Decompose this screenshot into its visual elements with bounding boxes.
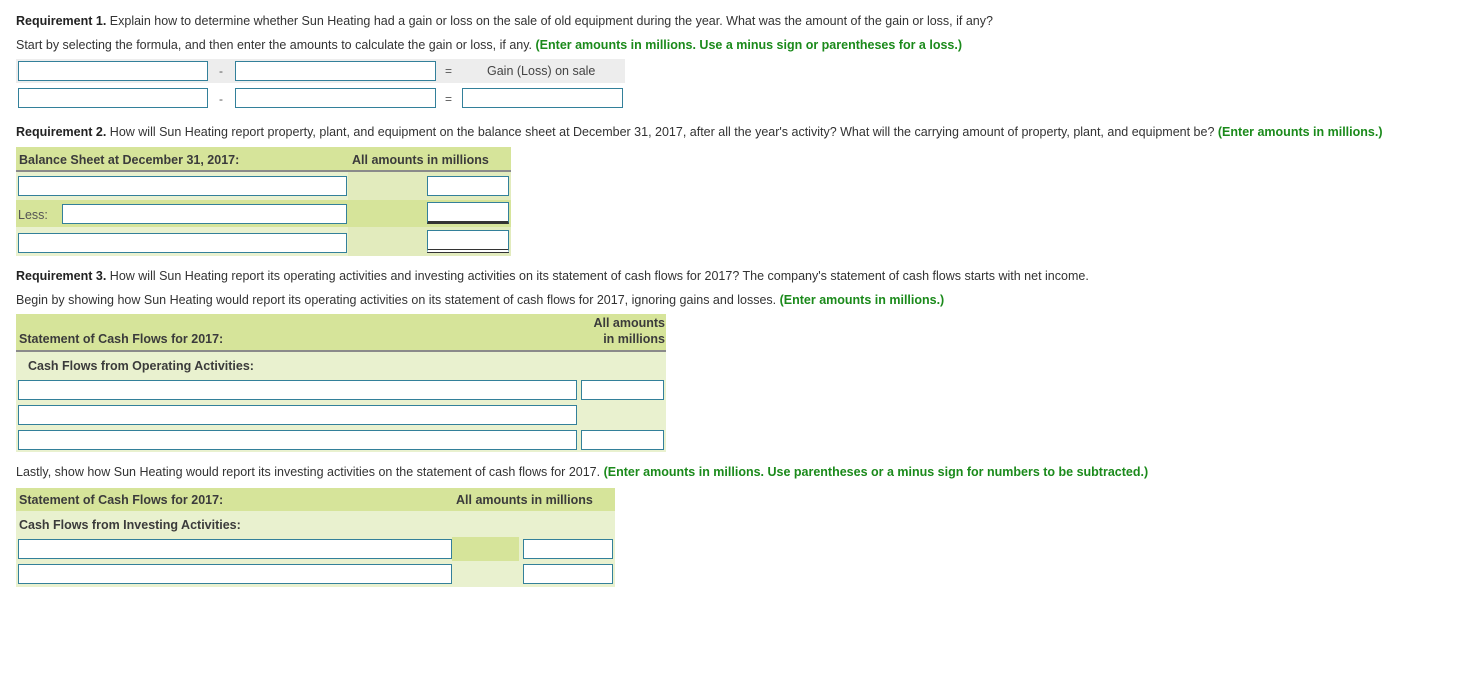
req3-note: (Enter amounts in millions.) bbox=[779, 293, 945, 307]
req3-op-amount-header-line2: in millions bbox=[603, 332, 665, 346]
req1-instruction bbox=[16, 37, 962, 53]
req3-op-amount-header-line1: All amounts bbox=[593, 316, 665, 330]
req2-note: (Enter amounts in millions.) bbox=[1217, 125, 1383, 139]
req3-inv-spacer-cell bbox=[452, 537, 519, 561]
req1-formula-second-select[interactable] bbox=[235, 61, 436, 81]
req2-asset-label-input[interactable] bbox=[18, 176, 347, 196]
req2-question bbox=[16, 124, 1382, 140]
req3-question-text: How will Sun Heating report its operating activities and investing activities on its statement of cash flows for 2017? The company's statement of cash flows starts with net income. bbox=[106, 269, 1089, 283]
req1-equals-sign-2: = bbox=[445, 92, 453, 106]
req3-op-adjustment-label-input[interactable] bbox=[18, 405, 577, 425]
req3-inv-amount-header: All amounts in millions bbox=[456, 493, 593, 507]
req3-inv-net-cash-amount-input[interactable] bbox=[523, 564, 613, 584]
req1-minus-sign: - bbox=[219, 64, 223, 78]
req3-inv-instruction-text: Lastly, show how Sun Heating would report its investing activities on the statement of cash flows for 2017. bbox=[16, 465, 604, 479]
req1-minus-sign-2: - bbox=[219, 92, 223, 106]
req3-op-section-label: Cash Flows from Operating Activities: bbox=[28, 359, 254, 373]
req2-title: Requirement 2. bbox=[16, 125, 107, 139]
req3-inv-net-cash-label-input[interactable] bbox=[18, 564, 452, 584]
req1-result-label: Gain (Loss) on sale bbox=[487, 64, 596, 78]
req1-gain-loss-input[interactable] bbox=[462, 88, 623, 108]
req3-inv-instruction bbox=[16, 464, 1148, 480]
req3-inv-note: (Enter amounts in millions. Use parentheses or a minus sign for numbers to be subtracted.) bbox=[603, 465, 1149, 479]
req3-inv-section-label: Cash Flows from Investing Activities: bbox=[19, 518, 241, 532]
req1-formula-first-select[interactable] bbox=[18, 61, 208, 81]
req3-question bbox=[16, 268, 1089, 284]
req2-amount-header: All amounts in millions bbox=[352, 153, 489, 167]
req2-accumulated-depreciation-amount-input[interactable] bbox=[427, 202, 509, 224]
req3-op-net-income-label-input[interactable] bbox=[18, 380, 577, 400]
req2-asset-amount-input[interactable] bbox=[427, 176, 509, 196]
req2-question-text: How will Sun Heating report property, plant, and equipment on the balance sheet at December 31, 2017, after all the year's activity? What will the carrying amount of property, plant, and equipment be? bbox=[106, 125, 1218, 139]
req1-question-text: Explain how to determine whether Sun Heating had a gain or loss on the sale of old equipment during the year. What was the amount of the gain or loss, if any? bbox=[106, 14, 993, 28]
req1-note: (Enter amounts in millions. Use a minus sign or parentheses for a loss.) bbox=[535, 38, 962, 52]
req2-carrying-amount-input[interactable] bbox=[427, 230, 509, 253]
req3-inv-proceeds-label-input[interactable] bbox=[18, 539, 452, 559]
req2-less-label: Less: bbox=[18, 208, 48, 222]
req3-instruction-text: Begin by showing how Sun Heating would report its operating activities on its statement of cash flows for 2017, ignoring gains and losses. bbox=[16, 293, 780, 307]
req1-equals-sign: = bbox=[445, 64, 453, 78]
req3-inv-proceeds-amount-input[interactable] bbox=[523, 539, 613, 559]
req1-title: Requirement 1. bbox=[16, 14, 107, 28]
req3-op-net-cash-amount-input[interactable] bbox=[581, 430, 664, 450]
req2-accumulated-depreciation-label-input[interactable] bbox=[62, 204, 347, 224]
req3-title: Requirement 3. bbox=[16, 269, 107, 283]
req3-inv-table-title: Statement of Cash Flows for 2017: bbox=[19, 493, 224, 507]
req1-question bbox=[16, 13, 993, 29]
req2-table-title: Balance Sheet at December 31, 2017: bbox=[19, 153, 240, 167]
req1-amount-second-input[interactable] bbox=[235, 88, 436, 108]
req3-instruction bbox=[16, 292, 944, 308]
req2-carrying-amount-label-input[interactable] bbox=[18, 233, 347, 253]
req3-op-net-cash-label-input[interactable] bbox=[18, 430, 577, 450]
req1-instruction-text: Start by selecting the formula, and then enter the amounts to calculate the gain or loss, if any. bbox=[16, 38, 536, 52]
req3-op-table-title: Statement of Cash Flows for 2017: bbox=[19, 332, 224, 346]
req1-amount-first-input[interactable] bbox=[18, 88, 208, 108]
req3-op-net-income-amount-input[interactable] bbox=[581, 380, 664, 400]
